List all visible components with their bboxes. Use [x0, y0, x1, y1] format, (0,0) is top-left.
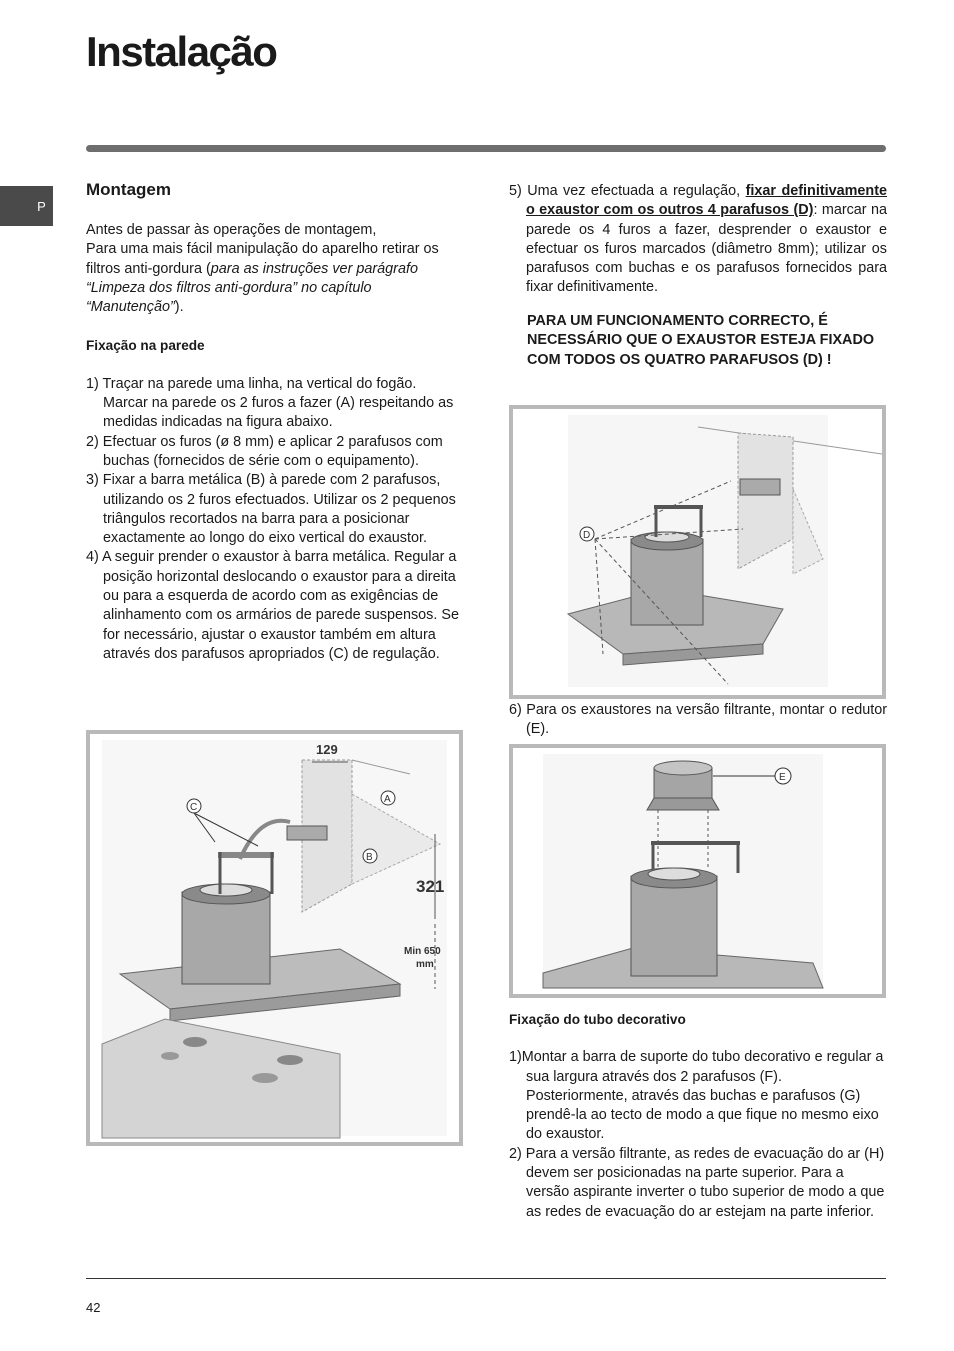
right-column-top — [509, 182, 887, 384]
footer-divider — [86, 1278, 886, 1279]
language-tab — [0, 186, 53, 226]
page-number: 42 — [86, 1300, 101, 1315]
label-a: A — [384, 794, 391, 805]
list-item: 1) Traçar na parede uma linha, na vertical do fogão. Marcar na parede os 2 furos a fazer (A) respeitando as medidas indicadas na figura abaixo. — [86, 375, 454, 431]
language-tab-label: P — [37, 198, 46, 214]
figure-wall-mounting — [86, 730, 463, 1146]
step5-rest: : marcar na parede os 4 furos a fazer, desprender o exaustor e efectuar os furos marcados (diâmetro 8mm); utilizar os parafusos com buchas e os parafusos fornecidos para fixar definitivamente. — [526, 202, 888, 296]
sub-heading-wall: Fixação na parede — [86, 338, 205, 354]
decorative-tube-steps — [509, 1048, 887, 1222]
step-6-list — [509, 701, 887, 740]
list-item: 2) Para a versão filtrante, as redes de evacuação do ar (H) devem ser posicionadas na parte superior. Para a versão aspirante inverter o tubo superior de modo a que as redes de evacuação do ar estejam na parte inferior. — [509, 1145, 885, 1220]
dimension-321: 321 — [416, 877, 445, 896]
list-item: 6) Para os exaustores na versão filtrante, montar o redutor (E). — [509, 702, 887, 738]
section-heading-montagem: Montagem — [86, 180, 171, 199]
step5-prefix: 5) Uma vez efectuada a regulação, — [509, 183, 746, 199]
label-d: D — [583, 530, 591, 541]
intro-italic: para as instruções ver parágrafo “Limpeza dos filtros anti-gordura” no capítulo “Manutenção” — [86, 260, 418, 316]
fixing-step-5 — [509, 182, 887, 298]
list-item: 2) Efectuar os furos (ø 8 mm) e aplicar 2 parafusos com buchas (fornecidos de série com o equipamento). — [86, 433, 443, 469]
intro-line-1: Antes de passar às operações de montagem, — [86, 222, 377, 238]
intro-end: ). — [174, 299, 184, 316]
left-column — [86, 178, 464, 664]
list-item: 3) Fixar a barra metálica (B) à parede com 2 parafusos, utilizando os 2 furos efectuados. Utilizar os 2 pequenos triângulos recortados na barra para a posicionar exactamente ao longo do eixo vertical do exaustor. — [86, 472, 456, 547]
dimension-129: 129 — [316, 742, 338, 757]
min-label-line-1: Min 650 — [404, 946, 441, 957]
right-column-step6 — [509, 701, 887, 740]
label-b: B — [366, 852, 373, 863]
intro-paragraph — [86, 240, 464, 317]
list-item — [509, 182, 887, 298]
wall-steps-list — [86, 375, 464, 664]
list-item: 1)Montar a barra de suporte do tubo decorativo e regular a sua largura através dos 2 parafusos (F). Posteriormente, através das buchas e parafusos (G) prendê-la ao tecto de modo a que fique no mesmo eixo do exaustor. — [509, 1049, 884, 1143]
screws-d-illustration — [513, 409, 882, 695]
label-c: C — [190, 802, 198, 813]
step5-underlined: fixar definitivamente o exaustor com os outros 4 parafusos (D) — [526, 183, 887, 219]
sub-heading-decorative-tube: Fixação do tubo decorativo — [509, 1012, 686, 1027]
title-divider — [86, 145, 886, 152]
figure-screws-d — [509, 405, 886, 699]
right-column-bottom — [509, 1010, 887, 1222]
reducer-e-illustration — [513, 748, 882, 994]
intro-text: Para uma mais fácil manipulação do aparelho retirar os filtros anti-gordura ( — [86, 241, 439, 277]
page-title: Instalação — [86, 28, 277, 75]
list-item: 4) A seguir prender o exaustor à barra metálica. Regular a posição horizontal deslocando o exaustor para a direita ou para a esquerda de acordo com as exigências de alinhamento com os armários de parede suspensos. Se for necessário, ajustar o exaustor também em altura através dos parafusos apropriados (C) de regulação. — [86, 549, 459, 662]
label-e: E — [779, 772, 786, 783]
wall-mounting-illustration — [90, 734, 459, 1142]
warning-text: PARA UM FUNCIONAMENTO CORRECTO, É NECESSÁRIO QUE O EXAUSTOR ESTEJA FIXADO COM TODOS OS QUATRO PARAFUSOS (D) ! — [527, 313, 875, 368]
figure-reducer-e — [509, 744, 886, 998]
min-label-line-2: mm — [416, 959, 434, 970]
